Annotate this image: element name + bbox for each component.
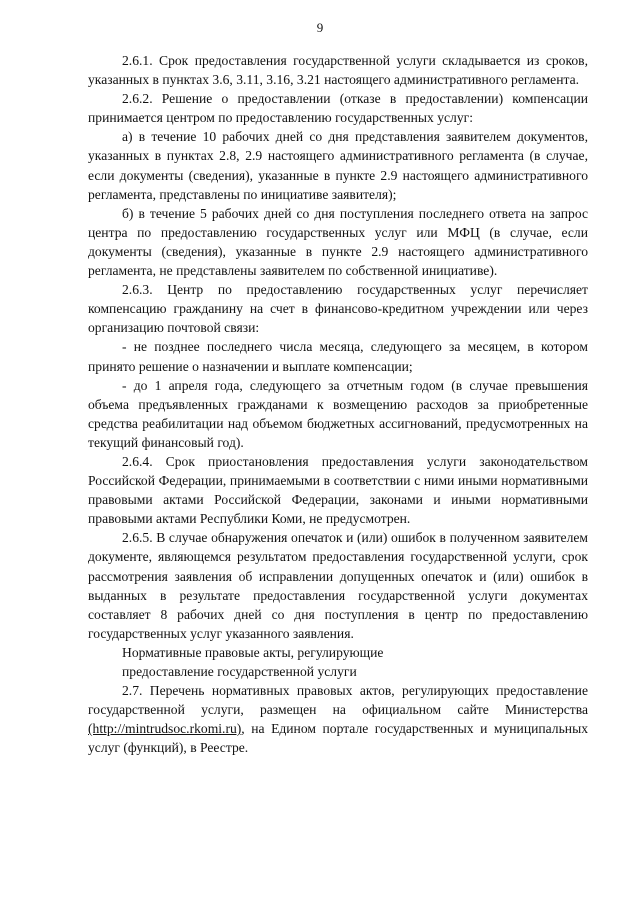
ministry-website-link[interactable]: (http://mintrudsoc.rkomi.ru): [88, 721, 242, 737]
paragraph-2-6-2: 2.6.2. Решение о предоставлении (отказе в предоставлении) компенсации принимается центром по предоставлению государственных услуг:: [88, 91, 588, 126]
paragraph-2-6-3-item-2: - до 1 апреля года, следующего за отчетным годом (в случае превышения объема предъявленных гражданами к возмещению расходов за приобретенные средства реабилитации над объемом бюджетных ассигнований, предусмотренных на текущий финансовый год).: [88, 377, 588, 450]
paragraph-2-6-5: 2.6.5. В случае обнаружения опечаток и (или) ошибок в полученном заявителем документе, являющемся результатом предоставления государственной услуги, срок рассмотрения заявления об исправлении допущенных опечаток и (или) ошибок в выданных в результате предоставления государственной услуги документах составляет 8 рабочих дней со дня поступления в центр по предоставлению государственных услуг указанного заявления.: [88, 530, 588, 641]
paragraph-2-6-2-a: а) в течение 10 рабочих дней со дня представления заявителем документов, указанных в пунктах 2.8, 2.9 настоящего административного регламента (в случае, если документы (сведения), указанные в пункте 2.9 настоящего административного регламента, представлены по инициативе заявителя);: [88, 129, 588, 202]
paragraph-2-6-1: 2.6.1. Срок предоставления государственной услуги складывается из сроков, указанных в пунктах 3.6, 3.11, 3.16, 3.21 настоящего административного регламента.: [88, 53, 588, 88]
page-number: 9: [316, 20, 324, 35]
document-body: [88, 51, 588, 757]
paragraph-2-7-text: 2.7. Перечень нормативных правовых актов, регулирующих предоставление государственной услуги, размещен на официальном сайте Министерства: [88, 682, 588, 717]
paragraph-2-6-4: 2.6.4. Срок приостановления предоставления услуги законодательством Российской Федерации, принимаемыми в соответствии с ними иными нормативными правовыми актами Российской Федерации, законами и иными нормативными правовыми актами Республики Коми, не предусмотрен.: [88, 453, 588, 527]
section-heading-line-2: предоставление государственной услуги: [122, 663, 357, 679]
paragraph-2-7-text-end: , на Едином портале государственных и муниципальных услуг (функций), в Реестре.: [88, 721, 588, 756]
section-heading: [88, 643, 588, 681]
paragraph-2-6-2-b: б) в течение 5 рабочих дней со дня поступления последнего ответа на запрос центра по предоставлению государственных услуг или МФЦ (в случае, если документы (сведения), указанные в пункте 2.9 настоящего административного регламента, не представлены заявителем по собственной инициативе).: [88, 205, 588, 279]
section-heading-line-1: Нормативные правовые акты, регулирующие: [122, 644, 384, 660]
paragraph-2-6-3-item-1: - не позднее последнего числа месяца, следующего за месяцем, в котором принято решение о назначении и выплате компенсации;: [88, 339, 588, 374]
paragraph-2-7: [88, 681, 588, 757]
paragraph-2-6-3: 2.6.3. Центр по предоставлению государственных услуг перечисляет компенсацию гражданину на счет в финансово-кредитном учреждении или через организацию почтовой связи:: [88, 282, 588, 336]
